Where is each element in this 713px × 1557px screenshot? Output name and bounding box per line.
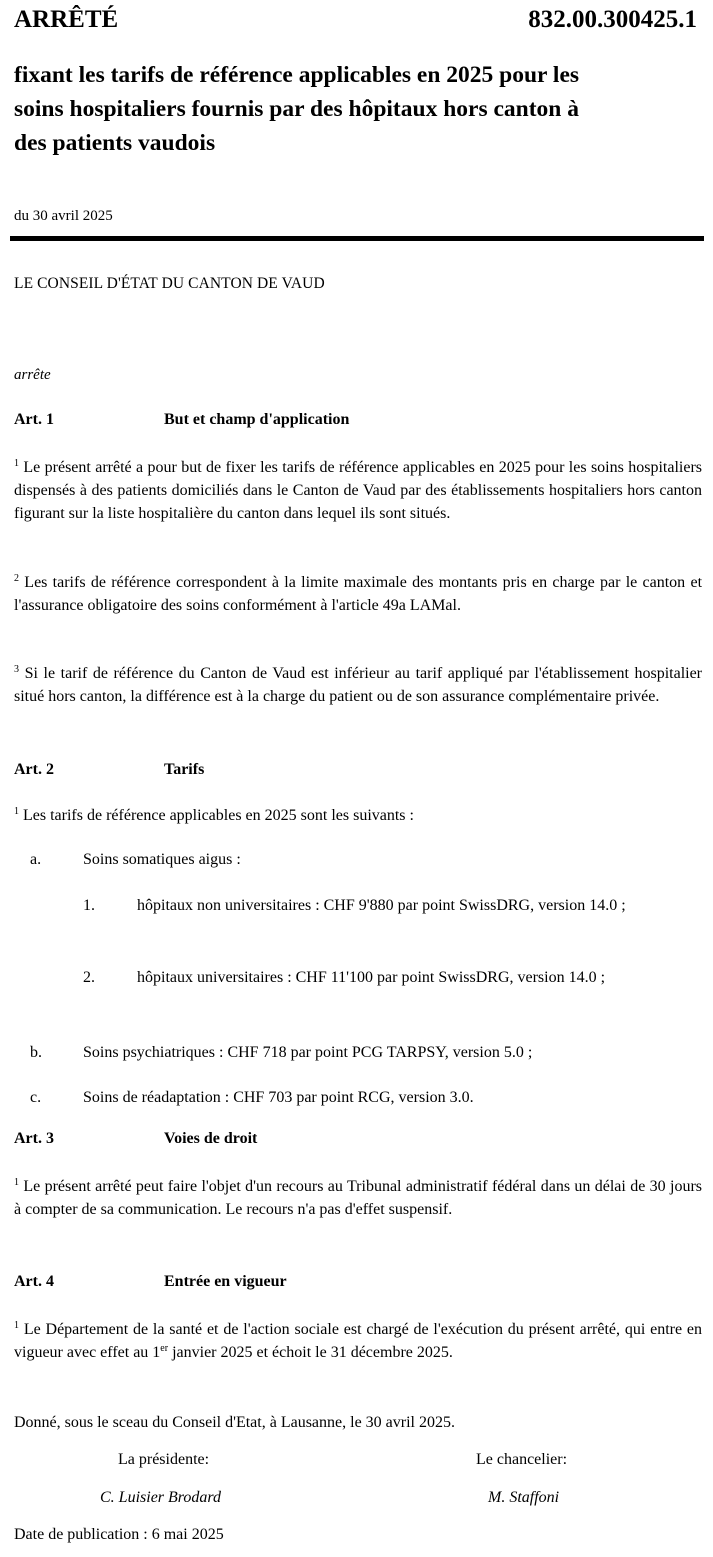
document-date: du 30 avril 2025 [14, 208, 113, 224]
article-number: Art. 4 [14, 1273, 54, 1290]
document-number: 832.00.300425.1 [528, 6, 697, 33]
paragraph-text: Le Département de la santé et de l'action sociale est chargé de l'exécution du présent arrêté, qui entre en vigueur avec effet au 1 [14, 1321, 703, 1361]
given-statement: Donné, sous le sceau du Conseil d'Etat, à Lausanne, le 30 avril 2025. [14, 1414, 455, 1431]
list-item-text: hôpitaux non universitaires : CHF 9'880 par point SwissDRG, version 14.0 ; [137, 897, 626, 914]
title-line: des patients vaudois [14, 130, 216, 156]
paragraph [14, 1318, 702, 1364]
article-heading [14, 1273, 287, 1291]
paragraph [14, 804, 702, 827]
paragraph-number: 1 [14, 1320, 19, 1331]
list-item-label: c. [30, 1089, 42, 1106]
article-title: Voies de droit [164, 1130, 258, 1147]
list-item-text: Soins psychiatriques : CHF 718 par point PCG TARPSY, version 5.0 ; [83, 1044, 533, 1061]
paragraph-text: Si le tarif de référence du Canton de Vaud est inférieur au tarif appliqué par l'établissement hospitalier situé hors canton, la différence est à la charge du patient ou de son assurance complémentaire privée. [14, 665, 703, 705]
list-item-label: 1. [83, 897, 95, 914]
article-heading [14, 761, 204, 779]
title-line: soins hospitaliers fournis par des hôpitaux hors canton à [14, 96, 579, 122]
article-title: Tarifs [164, 761, 205, 778]
right-signatory-name: M. Staffoni [488, 1489, 560, 1506]
ordinal-suffix: er [160, 1343, 169, 1354]
document-type: ARRÊTÉ [14, 6, 119, 33]
list-item-text: hôpitaux universitaires : CHF 11'100 par point SwissDRG, version 14.0 ; [137, 969, 606, 986]
article-number: Art. 1 [14, 411, 54, 428]
article-title: But et champ d'application [164, 411, 350, 428]
paragraph-number: 1 [14, 806, 19, 817]
left-signatory-title: La présidente: [118, 1451, 210, 1468]
article-number: Art. 3 [14, 1130, 54, 1147]
paragraph-number: 1 [14, 1177, 19, 1188]
right-signatory-title: Le chancelier: [476, 1451, 568, 1468]
article-heading [14, 1130, 257, 1148]
list-item-text: Soins somatiques aigus : [83, 851, 241, 868]
header-divider [10, 236, 704, 241]
paragraph [14, 1175, 702, 1221]
title-line: fixant les tarifs de référence applicables en 2025 pour les [14, 62, 580, 88]
list-item-label: 2. [83, 969, 95, 986]
list-item-label: b. [30, 1044, 42, 1061]
paragraph-text: janvier 2025 et échoit le 31 décembre 2025. [168, 1344, 453, 1361]
article-number: Art. 2 [14, 761, 54, 778]
paragraph-text: Les tarifs de référence applicables en 2025 sont les suivants : [23, 807, 414, 824]
publication-date: Date de publication : 6 mai 2025 [14, 1526, 224, 1543]
paragraph-number: 3 [14, 664, 19, 675]
paragraph-text: Les tarifs de référence correspondent à la limite maximale des montants pris en charge par le canton et l'assurance obligatoire des soins conformément à l'article 49a LAMal. [14, 574, 703, 614]
council-heading: LE CONSEIL D'ÉTAT DU CANTON DE VAUD [14, 275, 325, 292]
list-item-text: Soins de réadaptation : CHF 703 par point RCG, version 3.0. [83, 1089, 474, 1106]
document-title [14, 58, 704, 160]
paragraph-number: 1 [14, 458, 19, 469]
article-heading [14, 411, 349, 429]
paragraph [14, 456, 702, 525]
paragraph-number: 2 [14, 573, 19, 584]
paragraph-text: Le présent arrêté a pour but de fixer les tarifs de référence applicables en 2025 pour les soins hospitaliers dispensés à des patients domiciliés dans le Canton de Vaud par des établissements hospitaliers hors canton figurant sur la liste hospitalière du canton dans lequel ils sont situés. [14, 459, 703, 522]
left-signatory-name: C. Luisier Brodard [100, 1489, 222, 1506]
paragraph [14, 662, 702, 708]
document-header [14, 6, 697, 42]
list-item-label: a. [30, 851, 42, 868]
article-title: Entrée en vigueur [164, 1273, 287, 1290]
paragraph-text: Le présent arrêté peut faire l'objet d'un recours au Tribunal administratif fédéral dans un délai de 30 jours à compter de sa communication. Le recours n'a pas d'effet suspensif. [14, 1178, 703, 1218]
decree-word: arrête [14, 367, 51, 383]
paragraph [14, 571, 702, 617]
